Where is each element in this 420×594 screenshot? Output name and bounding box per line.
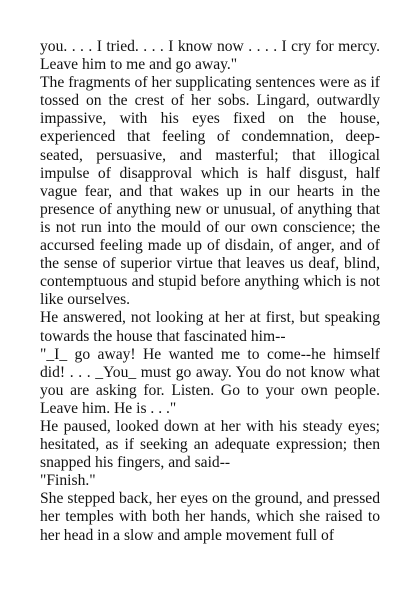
document-page: [40, 38, 380, 545]
paragraph: "_I_ go away! He wanted me to come--he himself did! . . . _You_ must go away. You do not know what you are asking for. Listen. Go to your own people. Leave him. He is . . .": [40, 345, 380, 417]
paragraph: you. . . . I tried. . . . I know now . . . . I cry for mercy. Leave him to me and go away.": [40, 38, 380, 74]
paragraph: He answered, not looking at her at first, but speaking towards the house that fascinated him--: [40, 309, 380, 345]
paragraph: "Finish.": [40, 472, 96, 490]
paragraph: He paused, looked down at her with his steady eyes; hesitated, as if seeking an adequate expression; then snapped his fingers, and said--: [40, 417, 380, 472]
paragraph: The fragments of her supplicating sentences were as if tossed on the crest of her sobs. Lingard, outwardly impassive, with his eyes fixed on the house, experienced that feeling of condemnation, deep-seated, persuasive, and masterful; that illogical impulse of disapproval which is half disgust, half vague fear, and that wakes up in our hearts in the presence of anything new or unusual, of anything that is not run into the mould of our own conscience; the accursed feeling made up of disdain, of anger, and of the sense of superior virtue that leaves us deaf, blind, contemptuous and stupid before anything which is not like ourselves.: [40, 74, 380, 309]
paragraph: She stepped back, her eyes on the ground, and pressed her temples with both her hands, which she raised to her head in a slow and ample movement full of: [40, 490, 380, 544]
